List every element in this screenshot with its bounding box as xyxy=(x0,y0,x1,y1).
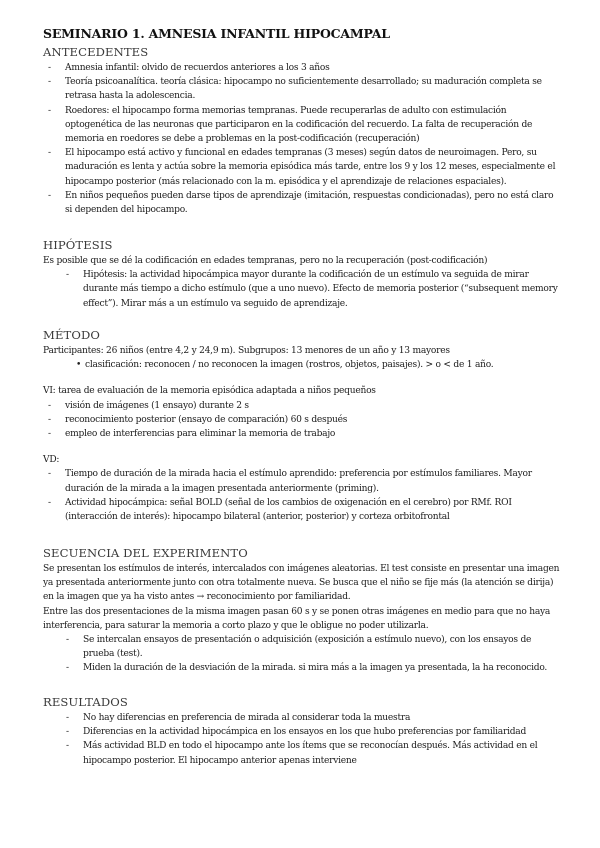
heading-metodo: MÉTODO xyxy=(43,328,100,342)
section-metodo xyxy=(43,328,563,524)
dash-marker: - xyxy=(48,148,51,159)
list-resultados xyxy=(43,711,563,768)
dash-marker: - xyxy=(48,469,51,480)
list-antecedentes xyxy=(43,61,563,217)
list-secuencia xyxy=(43,633,563,676)
dash-marker: - xyxy=(66,727,69,738)
section-hipotesis xyxy=(43,238,563,311)
list-item: - visión de imágenes (1 ensayo) durante 2 s xyxy=(43,399,563,413)
list-item: - En niños pequeños pueden darse tipos de aprendizaje (imitación, respuestas condicionadas), pero no está claro si dependen del hipocampo. xyxy=(48,190,554,216)
dash-marker: - xyxy=(48,400,51,411)
list-item: - Roedores: el hipocampo forma memorias tempranas. Puede recuperarlas de adulto con estimulación optogenética de las neuronas que participaron en la codificación del recuerdo. La falta de recuperación de memoria en roedores se debe a problemas en la post-codificación (recuperación) xyxy=(48,105,533,145)
dash-marker: - xyxy=(48,77,51,88)
list-item: - Miden la duración de la desviación de la mirada. si mira más a la imagen ya presentada, la ha reconocido. xyxy=(43,661,563,675)
dash-marker: - xyxy=(48,429,51,440)
dash-marker: - xyxy=(48,105,51,116)
heading-antecedentes: ANTECEDENTES xyxy=(43,45,149,59)
list-item: - reconocimiento posterior (ensayo de comparación) 60 s después xyxy=(43,413,563,427)
list-item: - Diferencias en la actividad hipocámpica en los ensayos en los que hubo preferencias por familiaridad xyxy=(43,725,563,739)
section-secuencia xyxy=(43,546,563,676)
list-item: - Actividad hipocámpica: señal BOLD (señal de los cambios de oxigenación en el cerebro) por RMf. ROI (interacción de interés): hipocampo bilateral (anterior, posterior) y corteza orbitofrontal xyxy=(48,497,512,523)
list-item: • clasificación: reconocen / no reconocen la imagen (rostros, objetos, paisajes). > o < de 1 año. xyxy=(43,358,563,372)
heading-hipotesis: HIPÓTESIS xyxy=(43,238,113,252)
dash-marker: - xyxy=(48,190,51,201)
list-item: - Amnesia infantil: olvido de recuerdos anteriores a los 3 años xyxy=(43,61,563,75)
list-vi xyxy=(43,399,563,442)
section-antecedentes xyxy=(43,45,563,217)
list-vd xyxy=(43,467,563,524)
dash-marker: - xyxy=(66,713,69,723)
list-item: - No hay diferencias en preferencia de mirada al considerar toda la muestra xyxy=(43,711,563,725)
secuencia-paragraph-1: Se presentan los estímulos de interés, intercalados con imágenes aleatorias. El test consiste en presentar una imagen ya presentada anteriormente junto con otra totalmente nueva. Se busca que el niño se fije más (la atención se dirija) en la imagen que ya ha visto antes → reconocimiento por familiaridad. xyxy=(43,564,560,603)
list-item: - Hipótesis: la actividad hipocámpica mayor durante la codificación de un estímulo va seguida de mirar durante más tiempo a dicho estímulo (que a uno nuevo). Efecto de memoria posterior (“subsequent memory effect”). Mirar más a un estímulo va seguido de aprendizaje. xyxy=(66,270,558,309)
document-title: SEMINARIO 1. AMNESIA INFANTIL HIPOCAMPAL xyxy=(43,26,390,41)
list-item: - Más actividad BLD en todo el hipocampo ante los ítems que se reconocían después. Más actividad en el hipocampo posterior. El hipocampo anterior apenas interviene xyxy=(66,741,538,766)
list-item: - Tiempo de duración de la mirada hacia el estímulo aprendido: preferencia por estímulos familiares. Mayor duración de la mirada a la imagen presentada anteriormente (priming). xyxy=(48,469,532,494)
dash-marker: - xyxy=(66,635,69,646)
list-item: - Teoría psicoanalítica. teoría clásica: hipocampo no suficientemente desarrollado; su maduración completa se retrasa hasta la adolescencia. xyxy=(48,77,542,102)
dash-marker: - xyxy=(66,663,69,674)
metodo-vd: VD: xyxy=(43,455,60,466)
heading-resultados: RESULTADOS xyxy=(43,695,128,709)
dash-marker: - xyxy=(66,741,69,752)
metodo-participantes: Participantes: 26 niños (entre 4,2 y 24,9 m). Subgrupos: 13 menores de un año y 13 mayores xyxy=(43,346,450,356)
list-hipotesis xyxy=(43,268,563,311)
dash-marker: - xyxy=(66,270,69,281)
section-resultados xyxy=(43,695,563,768)
list-item: - Se intercalan ensayos de presentación o adquisición (exposición a estímulo nuevo), con los ensayos de prueba (test). xyxy=(66,635,532,660)
bullet-marker: • xyxy=(76,360,82,371)
list-participantes xyxy=(43,358,563,372)
metodo-vi: VI: tarea de evaluación de la memoria episódica adaptada a niños pequeños xyxy=(43,386,376,397)
secuencia-paragraph-2: Entre las dos presentaciones de la misma imagen pasan 60 s y se ponen otras imágenes en medio para que no haya interferencia, para saturar la memoria a corto plazo y que le obligue no poder utilizarla. xyxy=(43,606,551,631)
list-item: - El hipocampo está activo y funcional en edades tempranas (3 meses) según datos de neuroimagen. Pero, su maduración es lenta y actúa sobre la memoria episódica más tarde, entre los 9 y los 12 meses, especialmente el hipocampo posterior (más relacionado con la m. episódica y el aprendizaje de relaciones espaciales). xyxy=(48,148,556,187)
dash-marker: - xyxy=(48,497,51,508)
hipotesis-intro: Es posible que se dé la codificación en edades tempranas, pero no la recuperación (post-codificación) xyxy=(43,256,488,266)
dash-marker: - xyxy=(48,414,51,425)
list-item: - empleo de interferencias para eliminar la memoria de trabajo xyxy=(43,427,563,441)
heading-secuencia: SECUENCIA DEL EXPERIMENTO xyxy=(43,546,248,560)
dash-marker: - xyxy=(48,63,51,73)
